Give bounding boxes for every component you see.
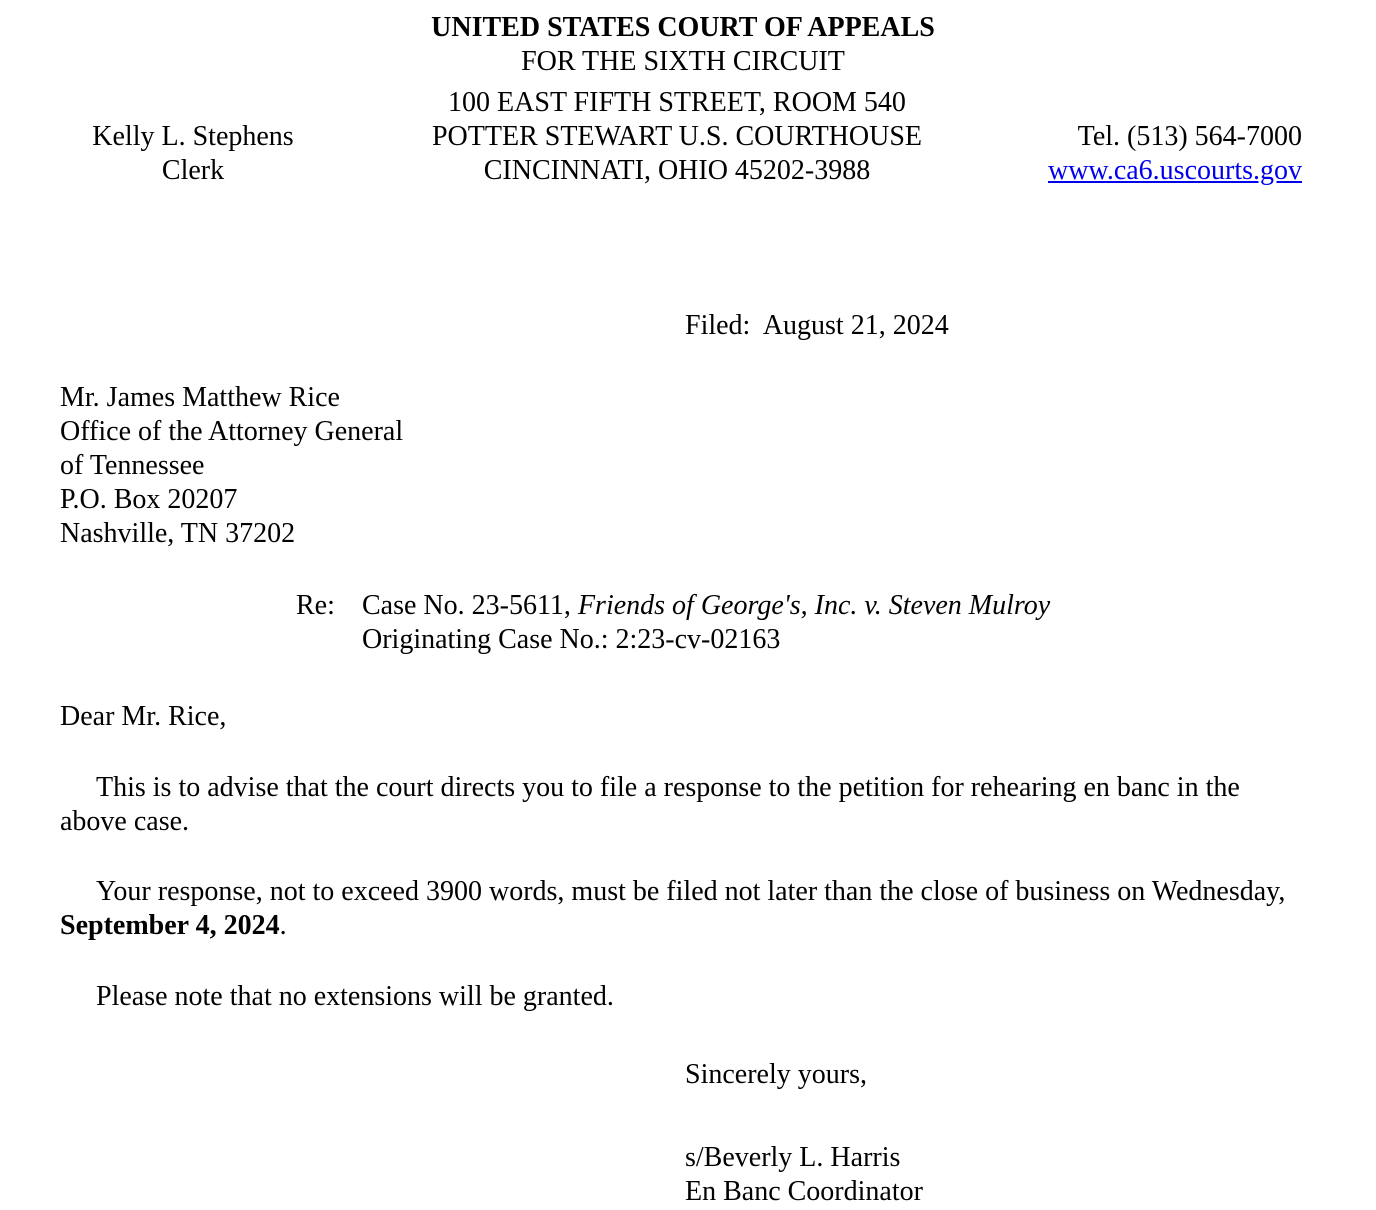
body-paragraph-3: Please note that no extensions will be granted. bbox=[96, 981, 614, 1012]
body-paragraph-2 bbox=[60, 875, 1310, 943]
clerk-title: Clerk bbox=[161, 155, 225, 186]
circuit-name: FOR THE SIXTH CIRCUIT bbox=[521, 46, 845, 77]
signature: s/Beverly L. Harris bbox=[685, 1142, 901, 1173]
originating-case-number: Originating Case No.: 2:23-cv-02163 bbox=[362, 624, 781, 655]
clerk-name: Kelly L. Stephens bbox=[92, 121, 294, 152]
response-deadline-date: September 4, 2024 bbox=[60, 910, 280, 941]
court-address-line-2: POTTER STEWART U.S. COURTHOUSE bbox=[431, 121, 923, 152]
filed-label: Filed: bbox=[685, 310, 751, 341]
recipient-line: P.O. Box 20207 bbox=[60, 484, 238, 515]
re-label: Re: bbox=[296, 590, 335, 621]
recipient-line: of Tennessee bbox=[60, 450, 205, 481]
body-paragraph-1: This is to advise that the court directs you to file a response to the petition for rehearing en banc in the above case. bbox=[60, 772, 1240, 837]
salutation: Dear Mr. Rice, bbox=[60, 701, 227, 732]
court-telephone: Tel. (513) 564-7000 bbox=[1077, 121, 1302, 152]
court-website-link[interactable]: www.ca6.uscourts.gov bbox=[1047, 155, 1302, 186]
court-name: UNITED STATES COURT OF APPEALS bbox=[431, 12, 935, 43]
recipient-line: Mr. James Matthew Rice bbox=[60, 382, 340, 413]
recipient-line: Office of the Attorney General bbox=[60, 416, 404, 447]
response-deadline-text: Your response, not to exceed 3900 words, must be filed not later than the close of business on Wednesday, bbox=[96, 876, 1286, 907]
signer-title: En Banc Coordinator bbox=[685, 1176, 923, 1207]
re-case-line bbox=[362, 589, 1050, 623]
re-case-title: Friends of George's, Inc. v. Steven Mulroy bbox=[577, 590, 1051, 621]
filed-date: August 21, 2024 bbox=[762, 310, 949, 341]
recipient-line: Nashville, TN 37202 bbox=[60, 518, 296, 549]
recipient-address bbox=[60, 381, 403, 551]
court-address-line-3: CINCINNATI, OHIO 45202-3988 bbox=[483, 155, 871, 186]
filed-date-line bbox=[685, 309, 949, 343]
response-deadline-period: . bbox=[279, 910, 287, 941]
court-address-line-1: 100 EAST FIFTH STREET, ROOM 540 bbox=[448, 87, 906, 118]
valediction: Sincerely yours, bbox=[685, 1059, 867, 1090]
re-case-number: Case No. 23-5611, bbox=[362, 590, 571, 621]
